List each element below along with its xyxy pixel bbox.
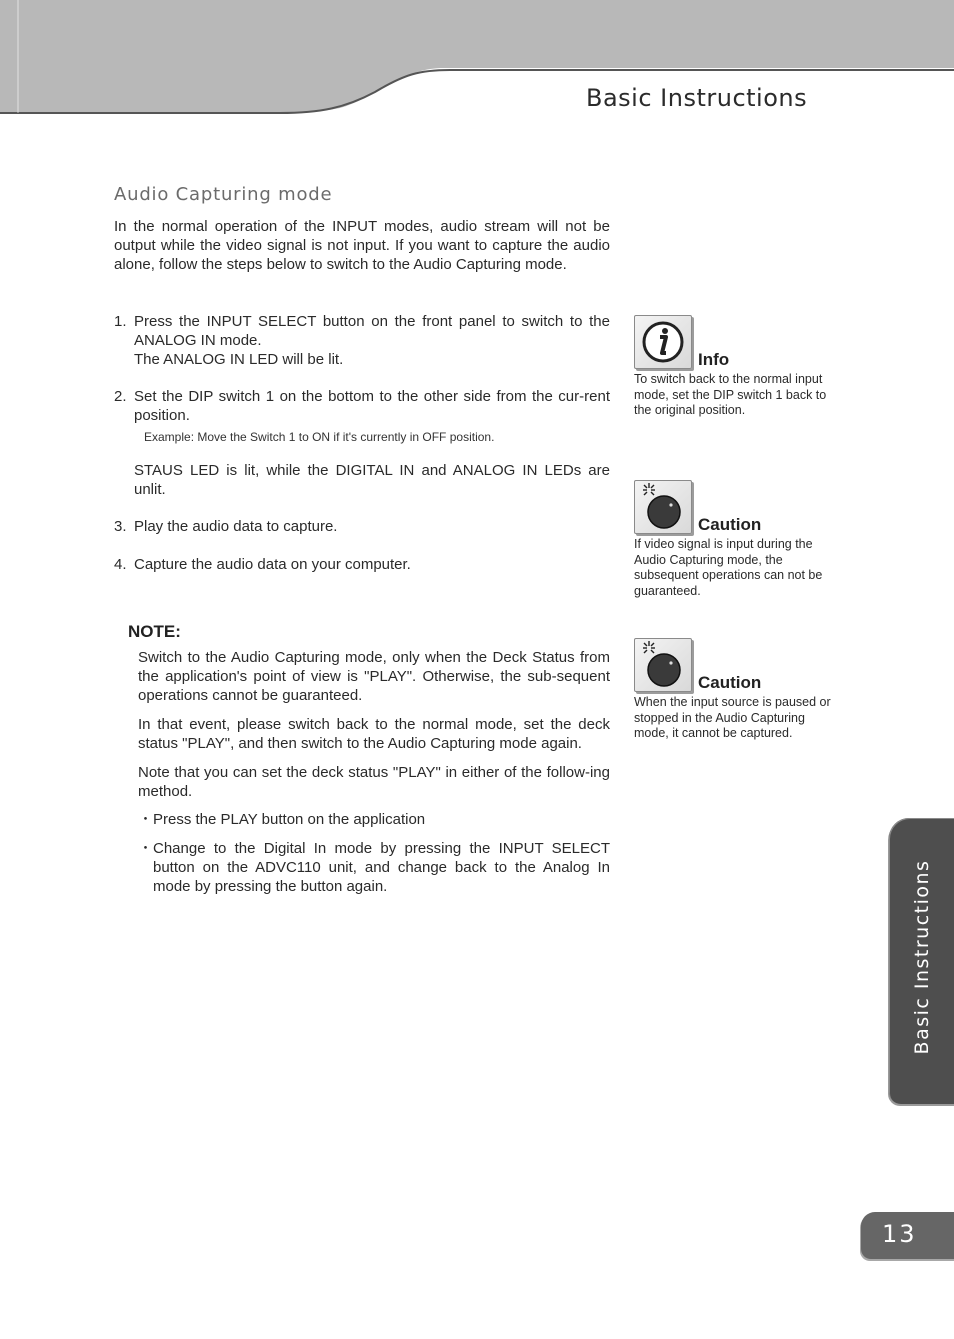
caution-text: If video signal is input during the Audio Capturing mode, the subsequent operations can not be guaranteed. <box>634 537 823 599</box>
header-title: Basic Instructions <box>586 84 808 112</box>
caution-bomb-icon <box>634 638 692 692</box>
caution-heading: Caution <box>698 515 762 534</box>
step-text <box>134 312 610 369</box>
header-band <box>0 0 954 120</box>
info-icon <box>634 315 692 369</box>
step-text: Play the audio data to capture. <box>134 518 338 535</box>
page-number: 13 <box>882 1220 917 1248</box>
step-2-extra-text: STAUS LED is lit, while the DIGITAL IN and ANALOG IN LEDs are unlit. <box>134 462 610 498</box>
step-text: Set the DIP switch 1 on the bottom to the other side from the cur-rent position. <box>134 388 610 424</box>
caution-heading: Caution <box>698 673 762 692</box>
info-heading: Info <box>698 350 730 369</box>
step-number: 3. <box>114 518 127 535</box>
note-paragraph: Note that you can set the deck status "PLAY" in either of the follow-ing method. <box>138 764 610 800</box>
caution-bomb-icon <box>634 480 692 534</box>
caution-box <box>634 638 834 763</box>
step-1-line: Press the INPUT SELECT button on the front panel to switch to the ANALOG IN mode. <box>134 313 610 349</box>
step-1-subline: The ANALOG IN LED will be lit. <box>134 351 344 368</box>
step-number: 2. <box>114 388 127 405</box>
section-title: Audio Capturing mode <box>114 184 333 205</box>
step-number: 4. <box>114 556 127 573</box>
step-2-example: Example: Move the Switch 1 to ON if it's currently in OFF position. <box>144 430 495 444</box>
info-text: To switch back to the normal input mode, set the DIP switch 1 back to the original position. <box>634 372 827 418</box>
bullet-dot: ・ <box>138 840 154 857</box>
bullet-text: Press the PLAY button on the application <box>153 811 426 828</box>
bullet-text: Change to the Digital In mode by pressing the INPUT SELECT button on the ADVC110 unit, and change back to the Analog In mode by pressing the button again. <box>153 840 610 895</box>
note-title: NOTE: <box>128 622 181 641</box>
step-number: 1. <box>114 313 127 330</box>
intro-paragraph: In the normal operation of the INPUT modes, audio stream will not be output while the video signal is not input. If you want to capture the audio alone, follow the steps below to switch to the Audio Capturing mode. <box>114 218 610 273</box>
note-paragraph: In that event, please switch back to the normal mode, set the deck status "PLAY", and then switch to the Audio Capturing mode again. <box>138 716 610 752</box>
caution-text: When the input source is paused or stopped in the Audio Capturing mode, it cannot be captured. <box>634 695 831 741</box>
note-paragraph: Switch to the Audio Capturing mode, only when the Deck Status from the application's point of view is "PLAY". Otherwise, the sub-sequent operations cannot be guaranteed. <box>138 649 610 704</box>
caution-box <box>634 480 834 605</box>
info-box <box>634 315 834 425</box>
step-text: Capture the audio data on your computer. <box>134 556 411 573</box>
bullet-dot: ・ <box>138 811 154 828</box>
chapter-tab-label: Basic Instructions <box>911 859 933 1055</box>
